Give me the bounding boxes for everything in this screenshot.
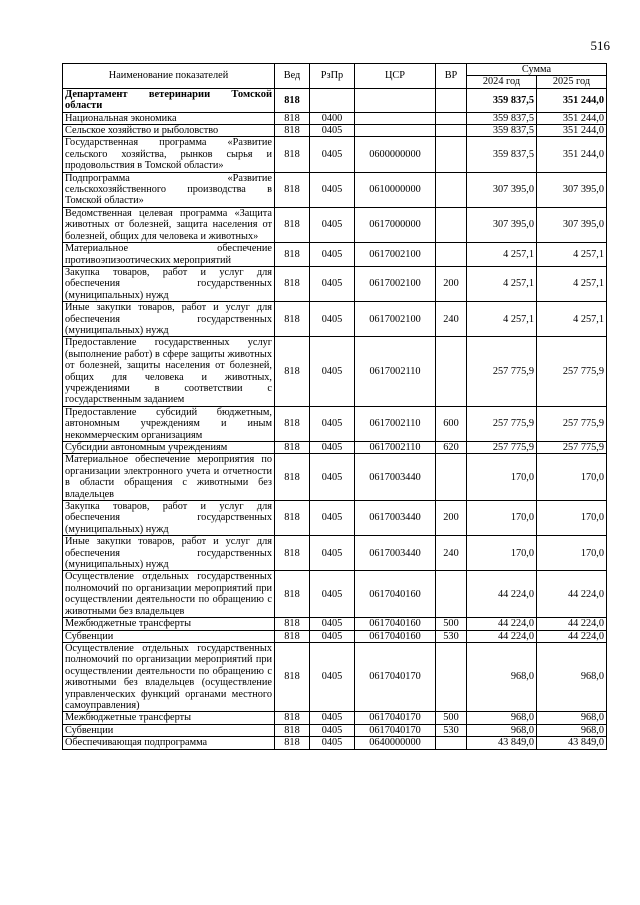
cell-vr: 500: [436, 712, 467, 724]
cell-sum-2024: 968,0: [467, 712, 537, 724]
cell-sum-2024: 968,0: [467, 642, 537, 711]
cell-rzpr: 0405: [310, 125, 355, 137]
cell-sum-2024: 44 224,0: [467, 571, 537, 618]
table-row: [63, 112, 607, 124]
cell-csr: 0640000000: [355, 737, 436, 749]
cell-sum-2025: 257 775,9: [537, 442, 607, 454]
cell-sum-2024: 359 837,5: [467, 88, 537, 112]
cell-sum-2025: 4 257,1: [537, 266, 607, 301]
table-row: [63, 302, 607, 337]
cell-csr: 0617003440: [355, 536, 436, 571]
table-row: [63, 642, 607, 711]
cell-name: Обеспечивающая подпрограмма: [63, 737, 275, 749]
cell-csr: [355, 125, 436, 137]
cell-ved: 818: [275, 501, 310, 536]
cell-ved: 818: [275, 536, 310, 571]
header-sum: Сумма: [467, 64, 607, 76]
cell-name: Субвенции: [63, 724, 275, 736]
cell-name: Материальное обеспечение мероприятия по организации электронного учета и отчетности в области обращения с животными без владельцев: [63, 454, 275, 501]
cell-rzpr: 0405: [310, 536, 355, 571]
cell-name: Закупка товаров, работ и услуг для обеспечения государственных (муниципальных) нужд: [63, 501, 275, 536]
header-vr: ВР: [436, 64, 467, 89]
table-row: [63, 207, 607, 242]
cell-sum-2024: 307 395,0: [467, 172, 537, 207]
cell-name: Осуществление отдельных государственных полномочий по организации мероприятий при осуществлении деятельности по обращению с животными без владельцев: [63, 571, 275, 618]
cell-rzpr: 0400: [310, 112, 355, 124]
cell-sum-2024: 170,0: [467, 501, 537, 536]
cell-csr: 0617003440: [355, 454, 436, 501]
cell-ved: 818: [275, 442, 310, 454]
cell-csr: 0600000000: [355, 137, 436, 172]
cell-ved: 818: [275, 112, 310, 124]
cell-rzpr: 0405: [310, 642, 355, 711]
cell-name: Иные закупки товаров, работ и услуг для обеспечения государственных (муниципальных) нужд: [63, 302, 275, 337]
cell-vr: 620: [436, 442, 467, 454]
cell-sum-2025: 351 244,0: [537, 88, 607, 112]
cell-rzpr: 0405: [310, 630, 355, 642]
cell-vr: [436, 125, 467, 137]
cell-rzpr: 0405: [310, 207, 355, 242]
table-row: [63, 571, 607, 618]
cell-sum-2025: 257 775,9: [537, 406, 607, 441]
cell-sum-2024: 43 849,0: [467, 737, 537, 749]
table-row: [63, 337, 607, 406]
cell-sum-2024: 307 395,0: [467, 207, 537, 242]
budget-table: [62, 63, 607, 750]
cell-sum-2024: 4 257,1: [467, 302, 537, 337]
cell-sum-2024: 4 257,1: [467, 243, 537, 267]
cell-sum-2025: 307 395,0: [537, 207, 607, 242]
cell-csr: 0617002110: [355, 406, 436, 441]
cell-vr: 240: [436, 536, 467, 571]
cell-sum-2024: 968,0: [467, 724, 537, 736]
table-row: [63, 243, 607, 267]
cell-name: Межбюджетные трансферты: [63, 618, 275, 630]
cell-rzpr: 0405: [310, 442, 355, 454]
cell-ved: 818: [275, 172, 310, 207]
cell-sum-2025: 4 257,1: [537, 243, 607, 267]
cell-sum-2025: 257 775,9: [537, 337, 607, 406]
table-row: [63, 406, 607, 441]
cell-sum-2024: 359 837,5: [467, 137, 537, 172]
header-name: Наименование показателей: [63, 64, 275, 89]
cell-sum-2025: 968,0: [537, 724, 607, 736]
cell-ved: 818: [275, 337, 310, 406]
cell-csr: [355, 112, 436, 124]
cell-csr: 0617040170: [355, 724, 436, 736]
cell-ved: 818: [275, 712, 310, 724]
header-year-2024: 2024 год: [467, 76, 537, 88]
cell-rzpr: 0405: [310, 712, 355, 724]
cell-csr: 0617002110: [355, 337, 436, 406]
cell-sum-2025: 351 244,0: [537, 112, 607, 124]
cell-sum-2025: 4 257,1: [537, 302, 607, 337]
cell-ved: 818: [275, 618, 310, 630]
table-row: [63, 172, 607, 207]
cell-name: Межбюджетные трансферты: [63, 712, 275, 724]
cell-name: Департамент ветеринарии Томской области: [63, 88, 275, 112]
table-row: [63, 618, 607, 630]
cell-name: Государственная программа «Развитие сельского хозяйства, рынков сырья и продовольствия в Томской области»: [63, 137, 275, 172]
cell-vr: 500: [436, 618, 467, 630]
header-ved: Вед: [275, 64, 310, 89]
cell-sum-2024: 44 224,0: [467, 618, 537, 630]
cell-vr: 600: [436, 406, 467, 441]
cell-csr: 0617040170: [355, 642, 436, 711]
cell-ved: 818: [275, 243, 310, 267]
cell-ved: 818: [275, 571, 310, 618]
cell-name: Субсидии автономным учреждениям: [63, 442, 275, 454]
cell-sum-2025: 44 224,0: [537, 618, 607, 630]
cell-rzpr: 0405: [310, 266, 355, 301]
cell-rzpr: 0405: [310, 302, 355, 337]
cell-ved: 818: [275, 630, 310, 642]
cell-csr: 0617002110: [355, 442, 436, 454]
cell-sum-2025: 968,0: [537, 712, 607, 724]
cell-csr: 0617002100: [355, 266, 436, 301]
table-row: [63, 137, 607, 172]
cell-ved: 818: [275, 137, 310, 172]
cell-name: Подпрограмма «Развитие сельскохозяйственного производства в Томской области»: [63, 172, 275, 207]
cell-rzpr: 0405: [310, 618, 355, 630]
cell-sum-2024: 44 224,0: [467, 630, 537, 642]
cell-ved: 818: [275, 302, 310, 337]
cell-ved: 818: [275, 88, 310, 112]
cell-vr: [436, 112, 467, 124]
cell-rzpr: [310, 88, 355, 112]
cell-sum-2024: 170,0: [467, 536, 537, 571]
cell-sum-2025: 351 244,0: [537, 137, 607, 172]
header-rzpr: РзПр: [310, 64, 355, 89]
cell-csr: 0617002100: [355, 302, 436, 337]
cell-sum-2025: 44 224,0: [537, 630, 607, 642]
cell-vr: [436, 454, 467, 501]
header-year-2025: 2025 год: [537, 76, 607, 88]
cell-rzpr: 0405: [310, 406, 355, 441]
cell-vr: [436, 137, 467, 172]
cell-name: Закупка товаров, работ и услуг для обеспечения государственных (муниципальных) нужд: [63, 266, 275, 301]
cell-sum-2024: 359 837,5: [467, 112, 537, 124]
table-row: [63, 536, 607, 571]
cell-csr: 0610000000: [355, 172, 436, 207]
table-row: [63, 737, 607, 749]
cell-sum-2025: 968,0: [537, 642, 607, 711]
cell-ved: 818: [275, 125, 310, 137]
cell-sum-2025: 44 224,0: [537, 571, 607, 618]
cell-vr: 530: [436, 630, 467, 642]
cell-rzpr: 0405: [310, 737, 355, 749]
cell-vr: [436, 243, 467, 267]
cell-name: Национальная экономика: [63, 112, 275, 124]
table-row: [63, 88, 607, 112]
cell-vr: [436, 737, 467, 749]
cell-vr: 240: [436, 302, 467, 337]
table-row: [63, 442, 607, 454]
table-row: [63, 712, 607, 724]
cell-sum-2024: 4 257,1: [467, 266, 537, 301]
cell-name: Ведомственная целевая программа «Защита животных от болезней, защита населения от болезней, общих для человека и животных»: [63, 207, 275, 242]
cell-name: Иные закупки товаров, работ и услуг для обеспечения государственных (муниципальных) нужд: [63, 536, 275, 571]
cell-name: Сельское хозяйство и рыболовство: [63, 125, 275, 137]
cell-sum-2025: 170,0: [537, 501, 607, 536]
cell-vr: [436, 642, 467, 711]
cell-rzpr: 0405: [310, 724, 355, 736]
cell-sum-2024: 257 775,9: [467, 337, 537, 406]
cell-ved: 818: [275, 207, 310, 242]
cell-rzpr: 0405: [310, 454, 355, 501]
cell-name: Осуществление отдельных государственных полномочий по организации мероприятий при осуществлении деятельности по обращению с животными без владельцев (осуществление управленческих функций органами местного самоуправления): [63, 642, 275, 711]
header-csr: ЦСР: [355, 64, 436, 89]
cell-ved: 818: [275, 724, 310, 736]
cell-vr: [436, 571, 467, 618]
cell-vr: 530: [436, 724, 467, 736]
table-row: [63, 266, 607, 301]
cell-sum-2025: 170,0: [537, 454, 607, 501]
cell-rzpr: 0405: [310, 571, 355, 618]
cell-vr: [436, 207, 467, 242]
cell-sum-2024: 170,0: [467, 454, 537, 501]
table-row: [63, 724, 607, 736]
cell-rzpr: 0405: [310, 172, 355, 207]
cell-vr: [436, 88, 467, 112]
cell-rzpr: 0405: [310, 337, 355, 406]
cell-vr: [436, 337, 467, 406]
cell-csr: 0617040170: [355, 712, 436, 724]
cell-sum-2025: 43 849,0: [537, 737, 607, 749]
cell-rzpr: 0405: [310, 137, 355, 172]
cell-name: Материальное обеспечение противоэпизоотических мероприятий: [63, 243, 275, 267]
cell-vr: 200: [436, 501, 467, 536]
cell-csr: 0617040160: [355, 618, 436, 630]
cell-name: Предоставление субсидий бюджетным, автономным учреждениям и иным некоммерческим организациям: [63, 406, 275, 441]
cell-ved: 818: [275, 454, 310, 501]
cell-vr: 200: [436, 266, 467, 301]
cell-sum-2024: 257 775,9: [467, 442, 537, 454]
cell-ved: 818: [275, 642, 310, 711]
cell-csr: 0617040160: [355, 630, 436, 642]
table-row: [63, 454, 607, 501]
page-number: 516: [590, 38, 610, 53]
cell-ved: 818: [275, 406, 310, 441]
cell-name: Субвенции: [63, 630, 275, 642]
cell-csr: 0617002100: [355, 243, 436, 267]
cell-ved: 818: [275, 737, 310, 749]
cell-name: Предоставление государственных услуг (выполнение работ) в сфере защиты животных от болезней, защиты населения от болезней, общих для человека и животных, учреждениями в соответствии с государственным заданием: [63, 337, 275, 406]
table-row: [63, 501, 607, 536]
cell-csr: 0617040160: [355, 571, 436, 618]
cell-sum-2025: 307 395,0: [537, 172, 607, 207]
cell-sum-2025: 351 244,0: [537, 125, 607, 137]
cell-sum-2025: 170,0: [537, 536, 607, 571]
cell-sum-2024: 257 775,9: [467, 406, 537, 441]
table-row: [63, 125, 607, 137]
table-row: [63, 630, 607, 642]
cell-csr: [355, 88, 436, 112]
cell-rzpr: 0405: [310, 501, 355, 536]
table-body: [63, 88, 607, 749]
cell-ved: 818: [275, 266, 310, 301]
cell-csr: 0617000000: [355, 207, 436, 242]
cell-sum-2024: 359 837,5: [467, 125, 537, 137]
cell-vr: [436, 172, 467, 207]
cell-csr: 0617003440: [355, 501, 436, 536]
cell-rzpr: 0405: [310, 243, 355, 267]
